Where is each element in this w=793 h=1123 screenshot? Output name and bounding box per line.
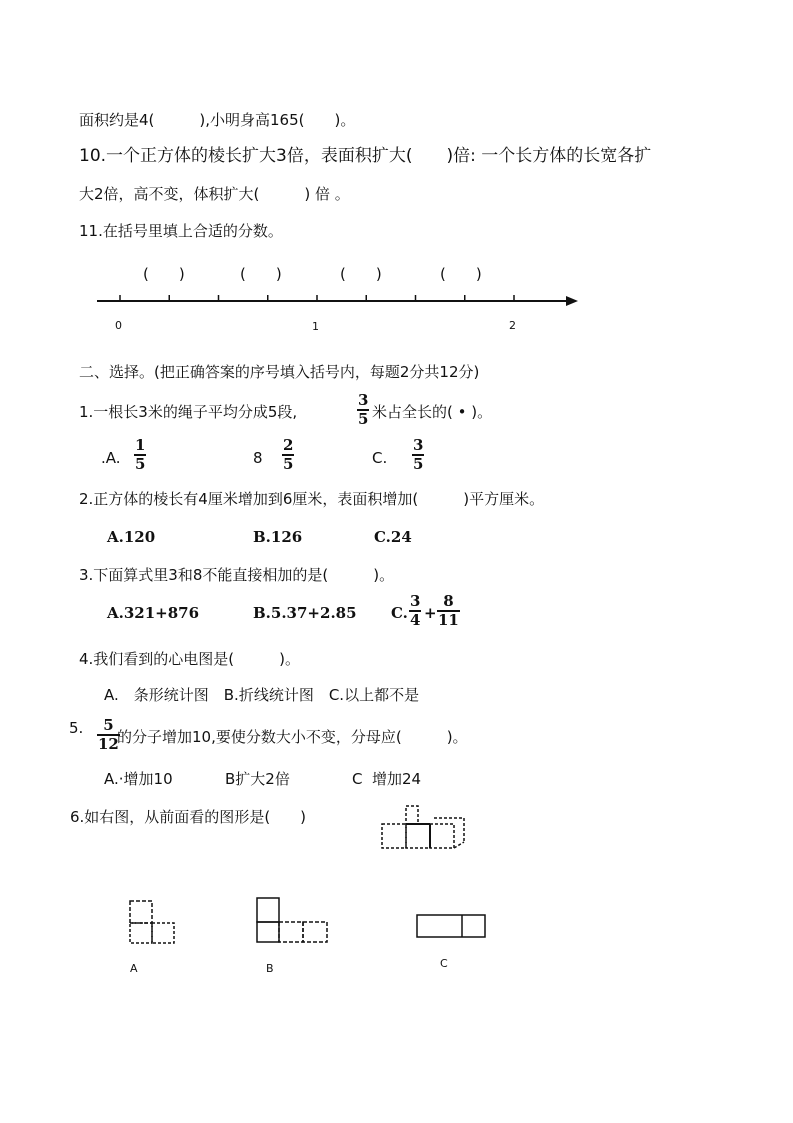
q1-option-c-num: 3 bbox=[413, 436, 424, 454]
number-line-blank-4[interactable]: ( ) bbox=[440, 265, 482, 283]
q1-option-a-num: 1 bbox=[135, 436, 146, 454]
q2-text: 2.正方体的棱长有4厘米增加到6厘米，表面积增加( )平方厘米。 bbox=[79, 490, 545, 508]
q1-option-c-fraction bbox=[412, 438, 424, 472]
q5-label: 5. bbox=[69, 719, 84, 737]
number-line-label-2: 2 bbox=[509, 319, 516, 332]
q1-fraction bbox=[357, 393, 369, 427]
q5-option-b[interactable]: B扩大2倍 bbox=[225, 770, 290, 788]
q4-options[interactable]: A. 条形统计图 B.折线统计图 C.以上都不是 bbox=[104, 686, 420, 704]
q10-line1: 10.一个正方体的棱长扩大3倍，表面积扩大( )倍: 一个长方体的长宽各扩 bbox=[79, 146, 652, 166]
number-line-blank-3[interactable]: ( ) bbox=[340, 265, 382, 283]
q3-text: 3.下面算式里3和8不能直接相加的是( )。 bbox=[79, 566, 395, 584]
q1-text-post: 米占全长的( • )。 bbox=[372, 403, 493, 421]
q2-option-a[interactable]: A.120 bbox=[107, 528, 156, 546]
q9-tail-text: 面积约是4( ),小明身高165( )。 bbox=[79, 111, 356, 129]
q6-option-a-figure[interactable] bbox=[128, 897, 178, 947]
q3-option-c-frac2 bbox=[437, 594, 460, 628]
q3-c-frac1-num: 3 bbox=[410, 592, 421, 610]
q6-option-b-figure[interactable] bbox=[255, 896, 331, 946]
q2-option-c[interactable]: C.24 bbox=[374, 528, 412, 546]
q3-c-frac1-den: 4 bbox=[410, 611, 421, 629]
q3-option-c-plus: + bbox=[424, 604, 437, 622]
q3-option-a[interactable]: A.321+876 bbox=[107, 604, 200, 622]
q1-fraction-num: 3 bbox=[358, 391, 369, 409]
q1-option-b-fraction bbox=[282, 438, 294, 472]
q5-fraction-den: 12 bbox=[98, 735, 119, 753]
q1-text-pre: 1.一根长3米的绳子平均分成5段, bbox=[79, 403, 298, 421]
q6-option-c-label[interactable]: C bbox=[440, 957, 448, 970]
q1-option-c-den: 5 bbox=[413, 455, 424, 473]
q3-c-frac2-num: 8 bbox=[443, 592, 454, 610]
q1-option-c-label[interactable]: C. bbox=[372, 449, 388, 467]
number-line-label-0: 0 bbox=[115, 319, 122, 332]
number-line-label-1: 1 bbox=[312, 320, 319, 333]
q11-text: 11.在括号里填上合适的分数。 bbox=[79, 222, 283, 240]
q10-line2: 大2倍，高不变，体积扩大( ) 倍 。 bbox=[79, 185, 350, 203]
q5-text: 的分子增加10,要使分数大小不变，分母应( )。 bbox=[117, 728, 468, 746]
q3-option-c-frac1 bbox=[409, 594, 421, 628]
q1-fraction-den: 5 bbox=[358, 410, 369, 428]
number-line-blank-1[interactable]: ( ) bbox=[143, 265, 185, 283]
q3-c-frac2-den: 11 bbox=[438, 611, 459, 629]
q1-option-b-num: 2 bbox=[283, 436, 294, 454]
q1-option-a-label[interactable]: .A. bbox=[101, 449, 121, 467]
q2-option-b[interactable]: B.126 bbox=[253, 528, 303, 546]
number-line-blank-2[interactable]: ( ) bbox=[240, 265, 282, 283]
q3-option-c-label[interactable]: C. bbox=[391, 604, 408, 622]
section-2-heading: 二、选择。(把正确答案的序号填入括号内，每题2分共12分) bbox=[79, 363, 480, 381]
q1-option-b-den: 5 bbox=[283, 455, 294, 473]
q5-fraction-num: 5 bbox=[103, 716, 114, 734]
q6-text: 6.如右图，从前面看的图形是( ) bbox=[70, 808, 307, 826]
q1-option-a-den: 5 bbox=[135, 455, 146, 473]
q6-option-c-figure[interactable] bbox=[414, 913, 488, 939]
q6-option-a-label[interactable]: A bbox=[130, 962, 138, 975]
q5-option-a[interactable]: A.·增加10 bbox=[104, 770, 173, 788]
q5-option-c[interactable]: C 增加24 bbox=[352, 770, 422, 788]
q4-text: 4.我们看到的心电图是( )。 bbox=[79, 650, 301, 668]
q6-option-b-label[interactable]: B bbox=[266, 962, 274, 975]
q6-reference-figure bbox=[378, 802, 468, 852]
q1-option-b-label[interactable]: 8 bbox=[253, 449, 263, 467]
q3-option-b[interactable]: B.5.37+2.85 bbox=[253, 604, 357, 622]
q1-option-a-fraction bbox=[134, 438, 146, 472]
